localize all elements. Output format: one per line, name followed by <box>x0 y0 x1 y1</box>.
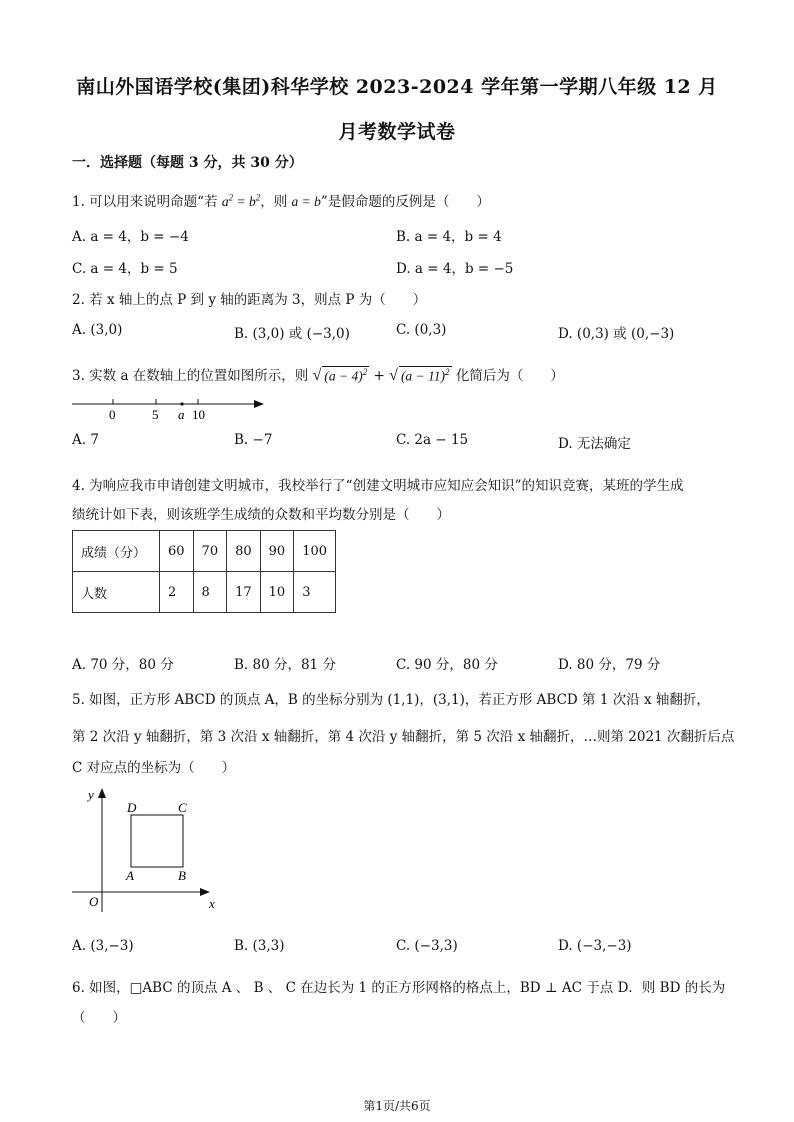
q1-option-b: B. a = 4，b = 4 <box>396 229 502 245</box>
label-b: B <box>178 868 186 883</box>
q5-option-b: B. (3,3) <box>234 938 285 954</box>
q1-option-c: C. a = 4，b = 5 <box>72 261 178 277</box>
q2-option-b: B. (3,0) 或 (−3,0) <box>234 326 350 342</box>
question-5-line2: 第 2 次沿 y 轴翻折，第 3 次沿 x 轴翻折，第 4 次沿 y 轴翻折，第 5 次沿 x 轴翻折，…则第 2021 次翻折后点 <box>72 729 735 745</box>
label-o: O <box>89 894 99 909</box>
table-cell: 90 <box>260 531 294 572</box>
table-row <box>73 572 336 613</box>
q3-option-a: A. 7 <box>72 432 99 448</box>
question-6-line1: 6. 如图，□ABC 的顶点 A 、 B 、 C 在边长为 1 的正方形网格的格点上，BD ⊥ AC 于点 D．则 BD 的长为 <box>72 980 726 996</box>
arrow-up-icon <box>98 788 106 798</box>
exam-title-line2: 月考数学试卷 <box>338 121 456 143</box>
table-cell: 80 <box>227 531 261 572</box>
label-0: 0 <box>109 407 116 422</box>
point-a <box>180 402 183 405</box>
q1-option-d: D. a = 4，b = −5 <box>396 261 514 277</box>
label-5: 5 <box>152 407 159 422</box>
q3-option-b: B. −7 <box>234 432 273 448</box>
question-6-line2: （ ） <box>72 1010 126 1026</box>
label-y: y <box>88 787 94 802</box>
q1-text-post: ”是假命题的反例是（ ） <box>320 194 490 210</box>
q2-option-d: D. (0,3) 或 (0,−3) <box>558 326 675 342</box>
q3-plus: + <box>373 368 385 384</box>
label-10: 10 <box>192 407 205 422</box>
table-cell: 成绩（分） <box>73 531 160 572</box>
label-a: a <box>178 407 185 422</box>
q3-radical-2: $(a - 11)^2$ <box>400 366 450 383</box>
q5-option-d: D. (−3,−3) <box>558 938 632 954</box>
q3-text-pre: 3. 实数 a 在数轴上的位置如图所示，则 <box>72 368 309 384</box>
label-x: x <box>209 896 215 911</box>
q1-text-mid: ，则 <box>260 194 288 210</box>
table-cell: 人数 <box>73 572 160 613</box>
table-cell: 17 <box>227 572 261 613</box>
score-table <box>72 530 336 613</box>
page-footer: 第1页/共6页 <box>363 1099 431 1113</box>
section-heading: 一．选择题（每题 3 分，共 30 分） <box>72 155 303 171</box>
question-5-line3: C 对应点的坐标为（ ） <box>72 760 236 776</box>
q4-option-b: B. 80 分，81 分 <box>234 657 336 673</box>
label-d: D <box>127 800 137 815</box>
q1-option-a: A. a = 4，b = −4 <box>72 229 189 245</box>
table-cell: 2 <box>160 572 194 613</box>
q5-option-a: A. (3,−3) <box>72 938 134 954</box>
exam-title-line1: 南山外国语学校(集团)科华学校 2023-2024 学年第一学期八年级 12 月 <box>76 76 718 98</box>
question-1 <box>72 190 490 210</box>
question-2: 2. 若 x 轴上的点 P 到 y 轴的距离为 3，则点 P 为（ ） <box>72 292 427 308</box>
question-3: 3. 实数 a 在数轴上的位置如图所示，则 √ $(a - 4)^2$ + √ $(a - 11)^2$ 化简后为（ ） <box>72 366 564 384</box>
arrow-right-icon <box>200 888 210 896</box>
q5-option-c: C. (−3,3) <box>396 938 458 954</box>
q4-option-a: A. 70 分，80 分 <box>72 657 174 673</box>
q2-option-a: A. (3,0) <box>72 322 123 338</box>
q3-text-post: 化简后为（ ） <box>455 368 564 384</box>
q3-option-d: D. 无法确定 <box>558 436 631 452</box>
table-cell: 8 <box>193 572 227 613</box>
q1-formula-eq: a = b <box>291 194 321 209</box>
table-cell: 60 <box>160 531 194 572</box>
table-row <box>73 531 336 572</box>
q3-option-c: C. 2a − 15 <box>396 432 469 448</box>
square-abcd <box>131 815 183 867</box>
q1-text-pre: 1. 可以用来说明命题“若 <box>72 194 218 210</box>
table-cell: 70 <box>193 531 227 572</box>
q3-radical-1: $(a - 4)^2$ <box>324 366 368 383</box>
table-cell: 10 <box>260 572 294 613</box>
q4-option-c: C. 90 分，80 分 <box>396 657 498 673</box>
question-4-line2: 绩统计如下表，则该班学生成绩的众数和平均数分别是（ ） <box>72 507 450 523</box>
question-5-line1: 5. 如图，正方形 ABCD 的顶点 A，B 的坐标分别为 (1,1)，(3,1)，若正方形 ABCD 第 1 次沿 x 轴翻折， <box>72 692 710 708</box>
q2-option-c: C. (0,3) <box>396 322 447 338</box>
coordinate-figure <box>68 784 228 920</box>
arrow-right-icon <box>254 400 264 408</box>
number-line-figure <box>68 392 268 424</box>
q4-option-d: D. 80 分，79 分 <box>558 657 661 673</box>
table-cell: 100 <box>294 531 336 572</box>
label-a: A <box>126 868 134 883</box>
table-cell: 3 <box>294 572 336 613</box>
q1-formula-a: $a^2 = b^2$ <box>221 192 261 209</box>
label-c: C <box>178 800 187 815</box>
question-4-line1: 4. 为响应我市申请创建文明城市，我校举行了“创建文明城市应知应会知识”的知识竞赛，某班的学生成 <box>72 478 684 494</box>
